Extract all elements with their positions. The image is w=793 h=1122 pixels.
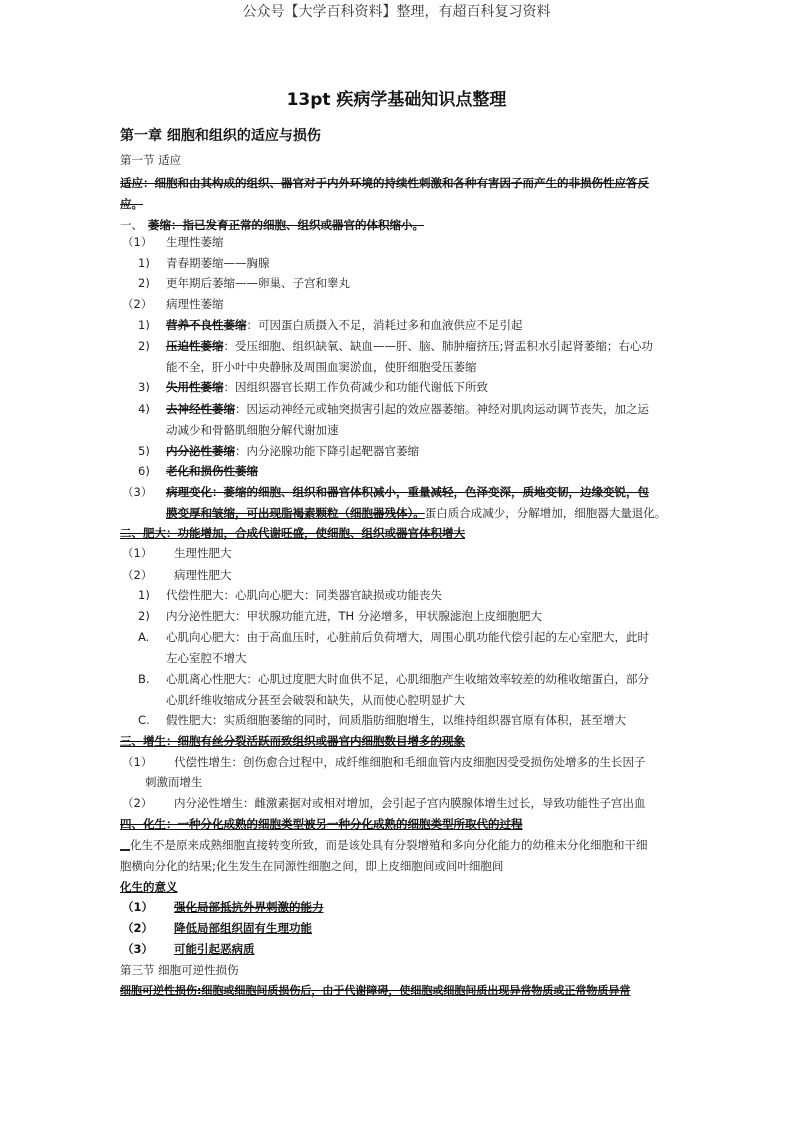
doc-title: 13pt 疾病学基础知识点整理 (286, 90, 507, 110)
list-text-cont: 动减少和骨骼肌细胞分解代谢加速 (166, 423, 339, 437)
desc: ：受压细胞、组织缺氧、缺血——肝、脑、肺肿瘤挤压;肾盂积水引起肾萎缩；右心功 (223, 339, 653, 353)
list-num: C. (138, 713, 150, 727)
list-text: 心肌离心性肥大：心肌过度肥大时血供不足，心肌细胞产生收缩效率较差的幼稚收缩蛋白，部分 (166, 672, 649, 686)
list-num: （3） (122, 485, 153, 499)
list-text: 代偿性增生：创伤愈合过程中，成纤维细胞和毛细血管内皮细胞因受受损伤处增多的生长因子 (174, 755, 646, 769)
list-text: 生理性肥大 (174, 546, 232, 560)
term: 营养不良性萎缩 (166, 318, 247, 332)
metaplasia-body-cont: 胞横向分化的结果;化生发生在同源性细胞之间，即上皮细胞间或间叶细胞间 (120, 859, 504, 873)
hyperplasia-heading: 三、增生：细胞有丝分裂活跃而致组织或器官内细胞数目增多的现象 (120, 734, 465, 748)
list-text: 心肌向心肥大：由于高血压时，心脏前后负荷增大，周围心肌功能代偿引起的左心室肥大，此时 (166, 630, 649, 644)
term: 老化和损伤性萎缩 (166, 464, 258, 478)
term: 去神经性萎缩 (166, 402, 235, 416)
list-text: 可能引起恶病质 (174, 942, 255, 956)
list-text: 生理性萎缩 (166, 235, 224, 249)
list-num: （1） (122, 900, 154, 914)
list-num: （2） (122, 921, 154, 935)
pathology-bold: 膜变厚和皱缩，可出现脂褐素颗粒（细胞器残体）。 (166, 506, 425, 520)
desc: ：因组织器官长期工作负荷减少和功能代谢低下所致 (223, 380, 488, 394)
list-num: （1） (122, 546, 153, 560)
list-num: （2） (122, 796, 153, 810)
list-item (166, 401, 649, 417)
list-text: 降低局部组织固有生理功能 (174, 921, 312, 935)
list-item (166, 443, 419, 459)
metaplasia-meaning-heading: 化生的意义 (120, 880, 178, 894)
list-num: 2) (138, 609, 150, 623)
list-text: 病理性肥大 (174, 568, 232, 582)
pathology-plain: 蛋白质合成减少，分解增加，细胞器大量退化。 (424, 506, 667, 520)
list-text: 青春期萎缩——胸腺 (166, 256, 270, 270)
list-num: B. (138, 672, 150, 686)
desc: ：内分泌腺功能下降引起靶器官萎缩 (235, 444, 419, 458)
list-num: （3） (122, 942, 154, 956)
page-header: 公众号【大学百科资料】整理，有超百科复习资料 (242, 4, 551, 20)
list-num: 2) (138, 276, 150, 290)
list-text-cont: 能不全，肝小叶中央静脉及周围血窦淤血，使肝细胞受压萎缩 (166, 360, 477, 374)
list-text-cont: 刺激而增生 (145, 775, 203, 789)
list-num: A. (138, 630, 150, 644)
atrophy-heading: 萎缩：指已发育正常的细胞、组织或器官的体积缩小。 (148, 218, 424, 232)
list-text: 内分泌性肥大：甲状腺功能亢进，TH 分泌增多，甲状腺滤泡上皮细胞肥大 (166, 609, 542, 623)
section-heading: 第三节 细胞可逆性损伤 (120, 963, 239, 977)
list-num: 5) (138, 444, 150, 458)
adapt-definition-cont: 应。 (120, 197, 143, 211)
desc: ：因运动神经元或轴突损害引起的效应器萎缩。神经对肌肉运动调节丧失，加之运 (235, 402, 649, 416)
list-num: 2) (138, 339, 150, 353)
list-num: 1) (138, 256, 150, 270)
adapt-definition: 适应：细胞和由其构成的组织、器官对于内外环境的持续性刺激和各种有害因子而产生的非损伤性应答反 (120, 176, 649, 190)
list-text-cont: 左心室腔不增大 (166, 651, 247, 665)
list-num: （2） (122, 297, 153, 311)
list-item (166, 379, 488, 395)
atrophy-num: 一、 (120, 218, 143, 232)
list-num: （1） (122, 755, 153, 769)
reversible-injury-definition: 细胞可逆性损伤:细胞或细胞间质损伤后，由于代谢障碍，使细胞或细胞间质出现异常物质或正常物质异常 (120, 984, 631, 997)
pathology-text-cont (166, 505, 666, 521)
list-item (166, 317, 523, 333)
chapter-heading: 第一章 细胞和组织的适应与损伤 (120, 128, 321, 144)
term: 内分泌性萎缩 (166, 444, 235, 458)
list-num: 1) (138, 318, 150, 332)
hypertrophy-heading: 二、肥大：功能增加，合成代谢旺盛，使细胞、组织或器官体积增大 (120, 526, 465, 540)
metaplasia-body-text: 化生不是原来成熟细胞直接转变所致，而是该处具有分裂增殖和多向分化能力的幼稚未分化细胞和干细 (130, 838, 648, 852)
list-text: 更年期后萎缩——卵巢、子宫和睾丸 (166, 276, 350, 290)
list-item (166, 338, 653, 354)
list-num: （2） (122, 568, 153, 582)
list-text: 病理性萎缩 (166, 297, 224, 311)
metaplasia-body (120, 837, 648, 853)
list-num: 3) (138, 380, 150, 394)
metaplasia-heading: 四、化生：一种分化成熟的细胞类型被另一种分化成熟的细胞类型所取代的过程 (120, 817, 523, 831)
list-text: 代偿性肥大：心肌向心肥大：同类器官缺损或功能丧失 (166, 588, 442, 602)
pathology-text: 病理变化：萎缩的细胞、组织和器官体积减小，重量减轻，色泽变深，质地变韧，边缘变锐，包 (166, 485, 649, 499)
desc: ：可因蛋白质摄入不足，消耗过多和血液供应不足引起 (246, 318, 523, 332)
list-text: 假性肥大：实质细胞萎缩的同时，间质脂肪细胞增生，以维持组织器官原有体积，甚至增大 (166, 713, 626, 727)
list-text: 强化局部抵抗外界刺激的能力 (174, 900, 324, 914)
list-text: 内分泌性增生：雌激素据对或相对增加，会引起子宫内膜腺体增生过长，导致功能性子宫出血 (174, 796, 646, 810)
list-num: 4) (138, 402, 150, 416)
list-num: 6) (138, 464, 150, 478)
term: 压迫性萎缩 (166, 339, 224, 353)
term: 失用性萎缩 (166, 380, 224, 394)
section-heading: 第一节 适应 (120, 153, 182, 167)
list-text-cont: 心肌纤维收缩成分甚至会破裂和缺失，从而使心腔明显扩大 (166, 693, 465, 707)
list-num: （1） (122, 235, 153, 249)
list-num: 1) (138, 588, 150, 602)
